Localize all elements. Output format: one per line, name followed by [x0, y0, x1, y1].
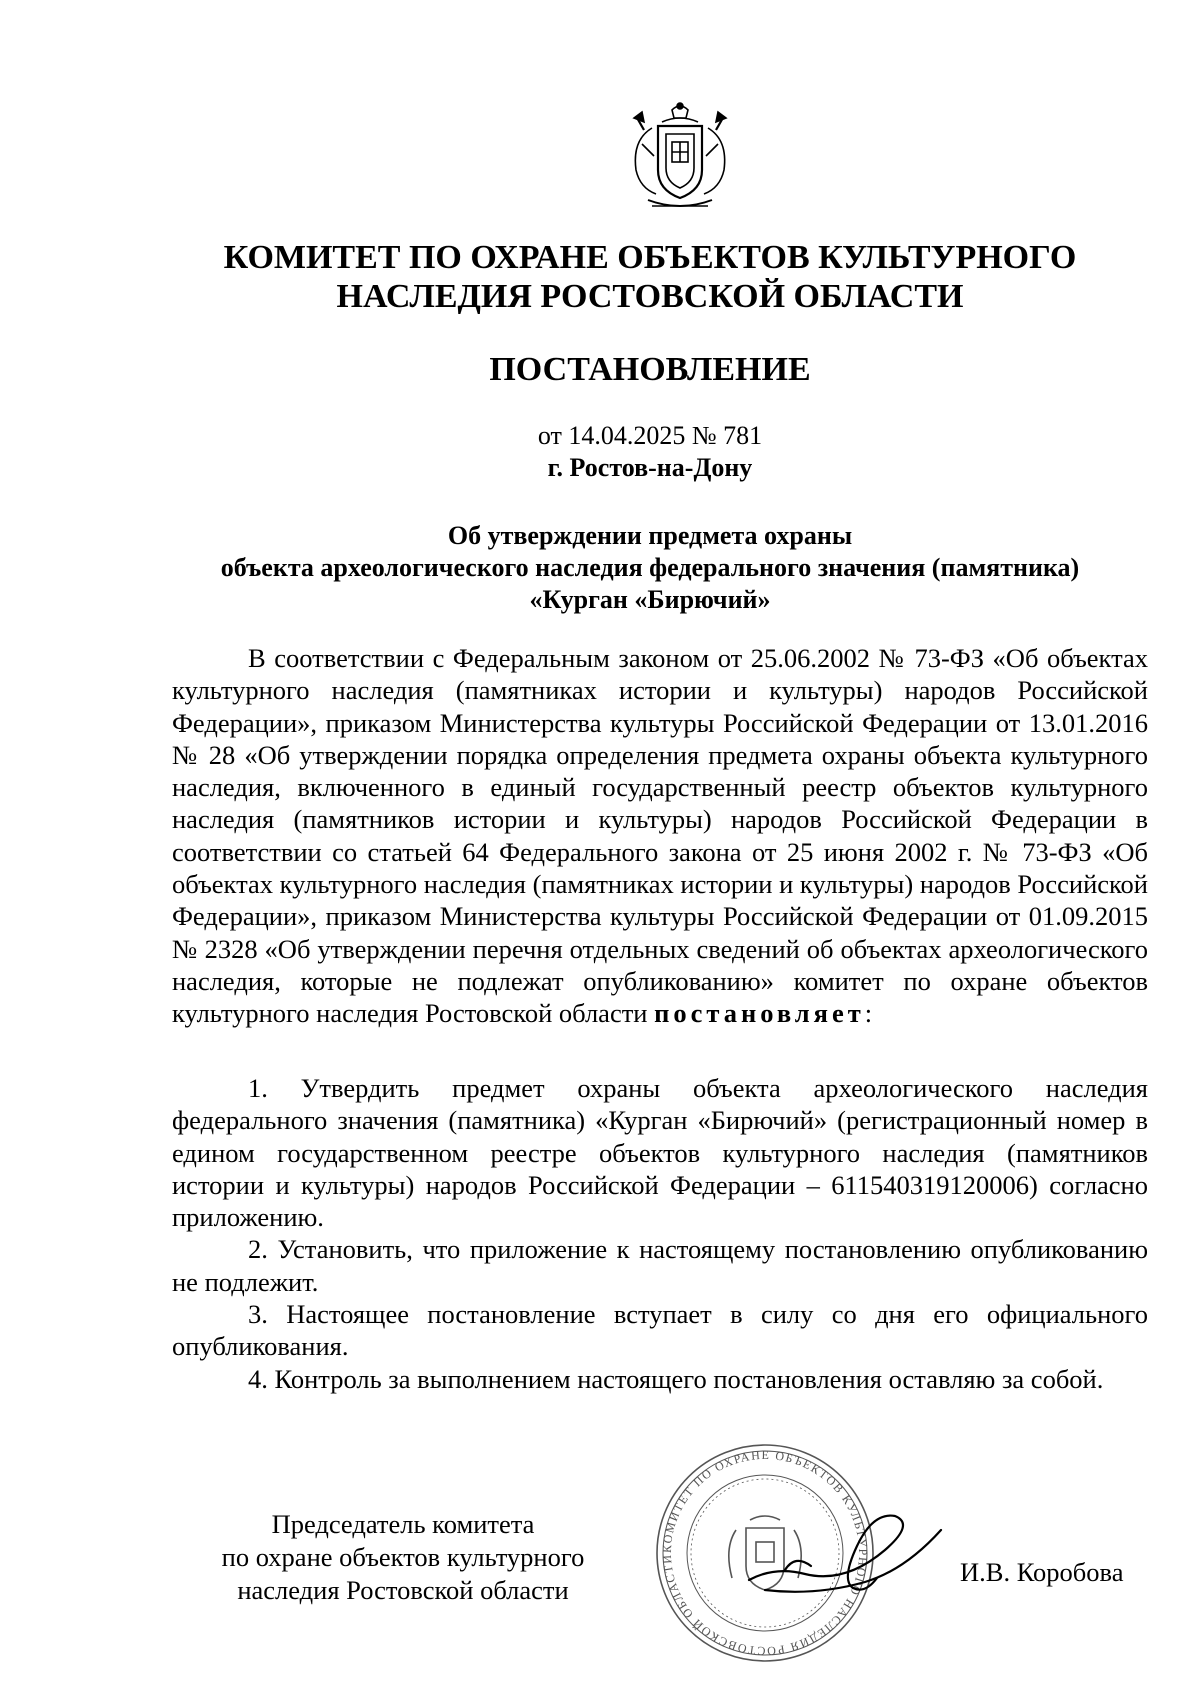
list-item: 2. Установить, что приложение к настоящему постановлению опубликованию не подлежит.: [172, 1234, 1148, 1297]
signatory-title-line2: по охране объектов культурного: [221, 1542, 585, 1572]
signatory-name: И.В. Коробова: [960, 1557, 1124, 1587]
signatory-title-line1: Председатель комитета: [271, 1509, 535, 1539]
organization-name: [150, 238, 1150, 316]
preamble-text: В соответствии с Федеральным законом от 25.06.2002 № 73-ФЗ «Об объектах культурного наследия (памятниках истории и культуры) народов Российской Федерации», приказом Министерства культуры Российской Федерации от 13.01.2016 № 28 «Об утверждении порядка определения предмета охраны объекта культурного наследия, включенного в единый государственный реестр объектов культурного наследия (памятников истории и культуры) народов Российской Федерации в соответствии со статьей 64 Федерального закона от 25 июня 2002 г. № 73-ФЗ «Об объектах культурного наследия (памятниках истории и культуры) народов Российской Федерации», приказом Министерства культуры Российской Федерации от 01.09.2015 № 2328 «Об утверждении перечня отдельных сведений об объектах археологического наследия, которые не подлежат опубликованию» комитет по охране объектов культурного наследия Ростовской области: [172, 643, 1148, 1029]
subject-line3: «Курган «Бирючий»: [529, 585, 771, 614]
document-city: г. Ростов-на-Дону: [547, 453, 753, 482]
preamble-tail: :: [864, 998, 873, 1029]
preamble-paragraph: [172, 642, 1148, 1030]
subject-line2: объекта археологического наследия федерального значения (памятника): [220, 553, 1080, 582]
resolution-items: [172, 1072, 1148, 1395]
organization-name-line1: КОМИТЕТ ПО ОХРАНЕ ОБЪЕКТОВ КУЛЬТУРНОГО: [223, 239, 1077, 276]
document-date-number: от 14.04.2025 № 781: [537, 421, 763, 450]
document-subject: [150, 520, 1150, 616]
list-item: 4. Контроль за выполнением настоящего постановления оставляю за собой.: [248, 1363, 1104, 1394]
list-item: 3. Настоящее постановление вступает в силу со дня его официального опубликования.: [172, 1299, 1148, 1362]
resolves-word: постановляет: [654, 998, 865, 1029]
organization-name-line2: НАСЛЕДИЯ РОСТОВСКОЙ ОБЛАСТИ: [336, 278, 964, 315]
coat-of-arms-emblem: [622, 100, 738, 220]
signatory-title-line3: наследия Ростовской области: [237, 1575, 569, 1605]
signatory-title: [188, 1508, 618, 1607]
document-type: ПОСТАНОВЛЕНИЕ: [489, 351, 811, 388]
subject-line1: Об утверждении предмета охраны: [447, 521, 853, 550]
handwritten-signature: [745, 1470, 945, 1650]
stamp-outer-text: КОМИТЕТ ПО ОХРАНЕ ОБЪЕКТОВ КУЛЬТУРНОГО НАСЛЕДИЯ РОСТОВСКОЙ ОБЛАСТИ: [659, 1447, 871, 1659]
list-item: 1. Утвердить предмет охраны объекта археологического наследия федерального значения (памятника) «Курган «Бирючий» (регистрационный номер в едином государственном реестре объектов культурного наследия (памятников истории и культуры) народов Российской Федерации – 611540319120006) согласно приложению.: [172, 1073, 1148, 1233]
